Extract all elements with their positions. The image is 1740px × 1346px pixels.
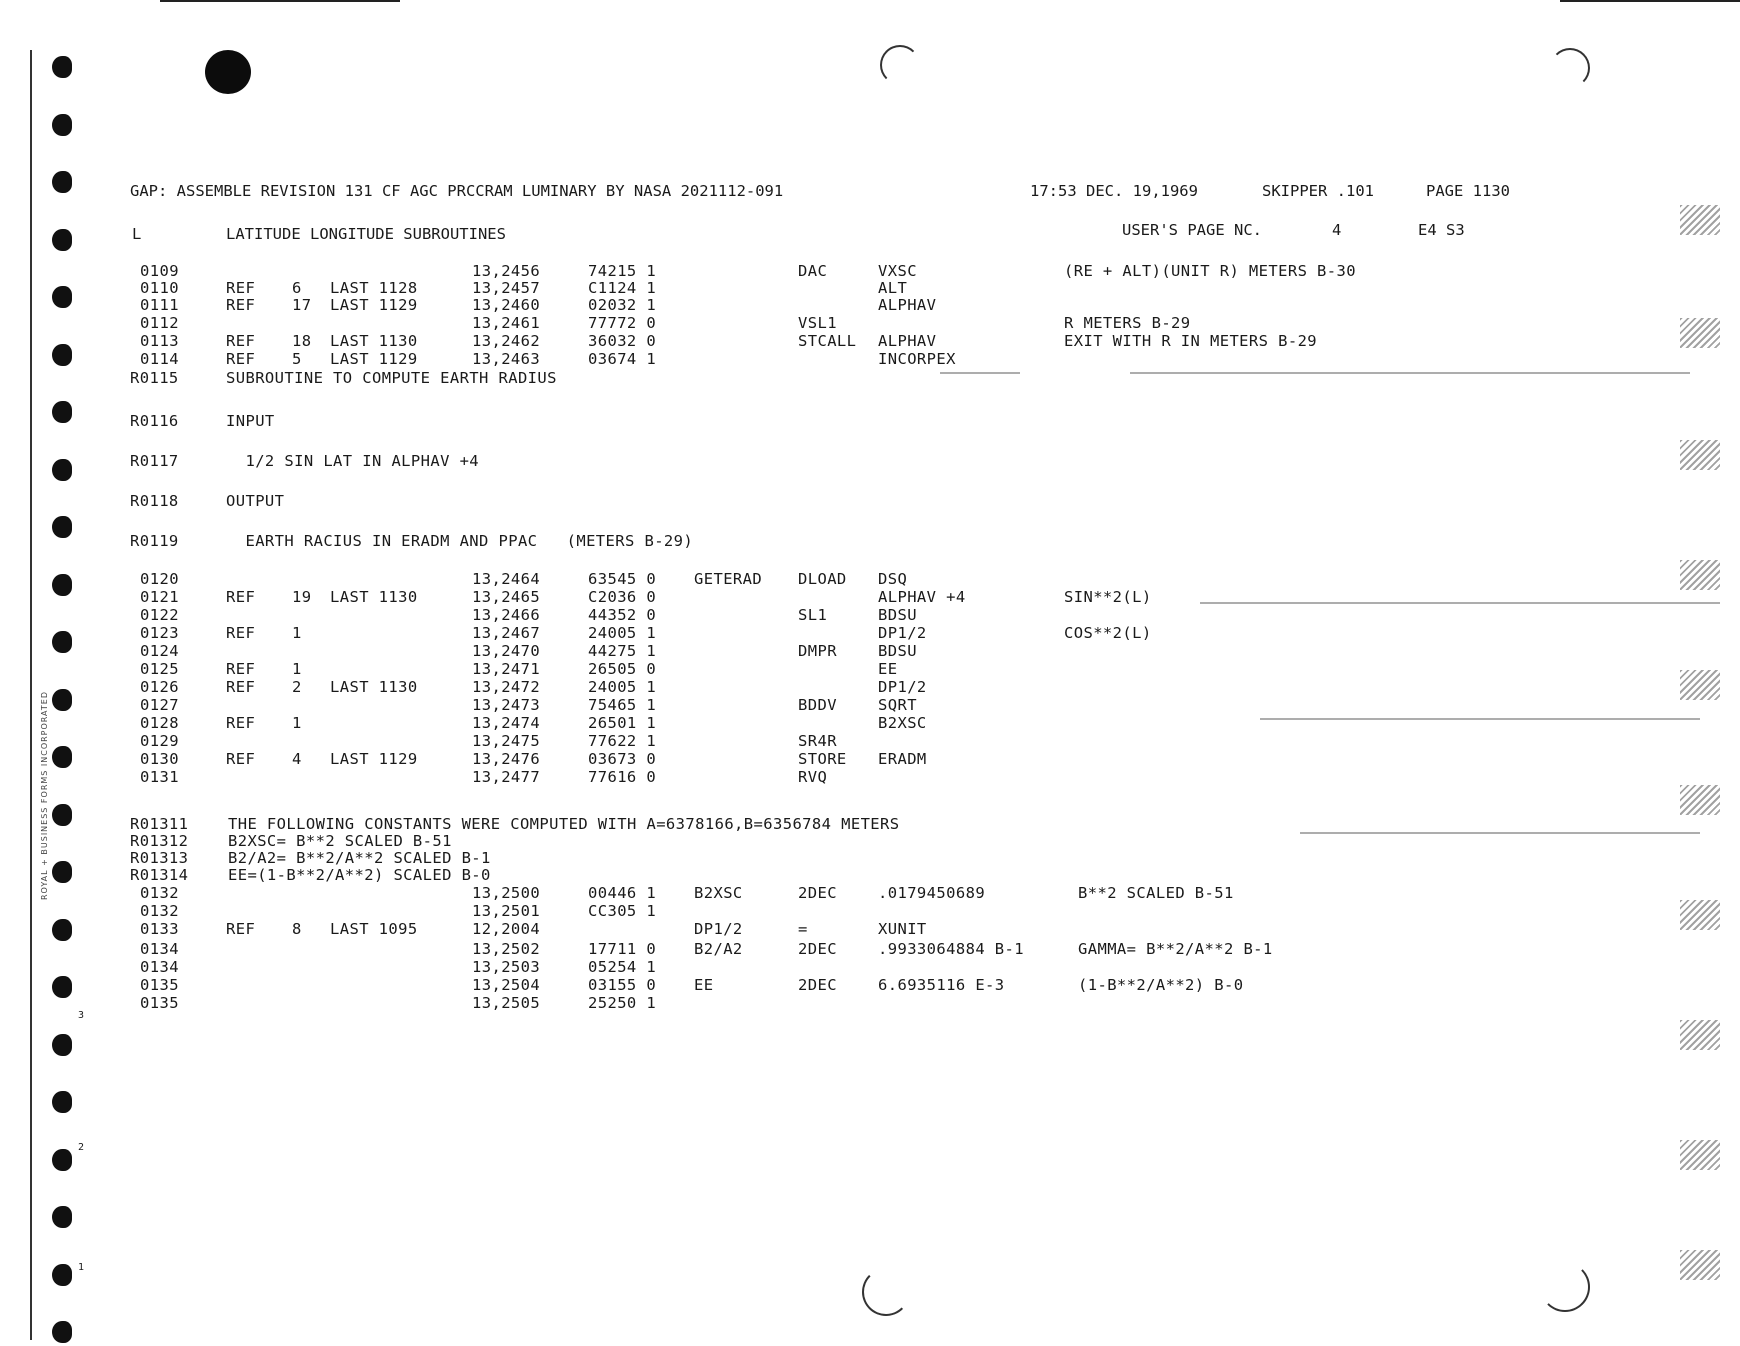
listing-word: 03673 0 bbox=[588, 750, 657, 768]
listing-comment: GAMMA= B**2/A**2 B-1 bbox=[1078, 940, 1273, 958]
listing-op: DMPR bbox=[798, 642, 837, 660]
listing-refn: 17 bbox=[292, 296, 312, 314]
remark-text: THE FOLLOWING CONSTANTS WERE COMPUTED WITH A=6378166,B=6356784 METERS bbox=[228, 815, 900, 833]
listing-operand: SQRT bbox=[878, 696, 917, 714]
listing-addr: 13,2462 bbox=[472, 332, 541, 350]
listing-comment: B**2 SCALED B-51 bbox=[1078, 884, 1234, 902]
listing-operand: DP1/2 bbox=[878, 624, 927, 642]
listing-ref: REF bbox=[226, 624, 256, 642]
header-skipper: SKIPPER .101 bbox=[1262, 182, 1374, 200]
listing-line: 0130 bbox=[140, 750, 179, 768]
listing-operand: ALPHAV +4 bbox=[878, 588, 966, 606]
listing-op: = bbox=[798, 920, 808, 938]
tractor-feed-holes bbox=[0, 0, 120, 1346]
listing-addr: 13,2500 bbox=[472, 884, 541, 902]
listing-label: GETERAD bbox=[694, 570, 763, 588]
listing-word: C2036 0 bbox=[588, 588, 657, 606]
listing-operand: .0179450689 bbox=[878, 884, 986, 902]
listing-refn: 5 bbox=[292, 350, 302, 368]
binder-arc-3 bbox=[862, 1268, 910, 1316]
listing-line: 0134 bbox=[140, 940, 179, 958]
listing-word: 24005 1 bbox=[588, 624, 657, 642]
listing-op: SL1 bbox=[798, 606, 828, 624]
margin-mark bbox=[1680, 560, 1720, 590]
feed-hole-icon bbox=[52, 114, 72, 136]
listing-op: RVQ bbox=[798, 768, 828, 786]
listing-word: 00446 1 bbox=[588, 884, 657, 902]
listing-addr: 13,2476 bbox=[472, 750, 541, 768]
listing-op: STCALL bbox=[798, 332, 857, 350]
listing-operand: BDSU bbox=[878, 606, 917, 624]
feed-hole-icon bbox=[52, 229, 72, 251]
margin-mark bbox=[1680, 1140, 1720, 1170]
listing-addr: 13,2504 bbox=[472, 976, 541, 994]
smudge bbox=[1200, 602, 1720, 604]
remark-line-number: R01313 bbox=[130, 849, 189, 867]
listing-line: 0111 bbox=[140, 296, 179, 314]
listing-comment: SIN**2(L) bbox=[1064, 588, 1152, 606]
listing-operand: EE bbox=[878, 660, 898, 678]
listing-operand: BDSU bbox=[878, 642, 917, 660]
remark-text: B2/A2= B**2/A**2 SCALED B-1 bbox=[228, 849, 491, 867]
listing-line: 0125 bbox=[140, 660, 179, 678]
listing-label: B2XSC bbox=[694, 884, 743, 902]
listing-line: 0131 bbox=[140, 768, 179, 786]
listing-comment: (RE + ALT)(UNIT R) METERS B-30 bbox=[1064, 262, 1356, 280]
listing-line: 0135 bbox=[140, 976, 179, 994]
listing-word: 05254 1 bbox=[588, 958, 657, 976]
listing-operand: ERADM bbox=[878, 750, 927, 768]
listing-line: 0114 bbox=[140, 350, 179, 368]
feed-hole-icon bbox=[52, 286, 72, 308]
listing-ref: REF bbox=[226, 296, 256, 314]
binder-arc-4 bbox=[1540, 1262, 1590, 1312]
listing-word: 77772 0 bbox=[588, 314, 657, 332]
listing-line: 0128 bbox=[140, 714, 179, 732]
listing-word: 75465 1 bbox=[588, 696, 657, 714]
remark-line-number: R0115 bbox=[130, 369, 179, 387]
margin-mark bbox=[1680, 318, 1720, 348]
feed-hole-icon bbox=[52, 1264, 72, 1286]
listing-addr: 13,2503 bbox=[472, 958, 541, 976]
binder-hole-mark bbox=[205, 50, 251, 94]
listing-addr: 13,2475 bbox=[472, 732, 541, 750]
listing-last: LAST 1130 bbox=[330, 588, 418, 606]
listing-line: 0132 bbox=[140, 884, 179, 902]
listing-refn: 8 bbox=[292, 920, 302, 938]
listing-refn: 19 bbox=[292, 588, 312, 606]
listing-word: CC305 1 bbox=[588, 902, 657, 920]
listing-line: 0124 bbox=[140, 642, 179, 660]
feed-hole-icon bbox=[52, 401, 72, 423]
listing-line: 0120 bbox=[140, 570, 179, 588]
listing-operand: .9933064884 B-1 bbox=[878, 940, 1024, 958]
listing-ref: REF bbox=[226, 714, 256, 732]
listing-ref: REF bbox=[226, 279, 256, 297]
remark-text: EE=(1-B**2/A**2) SCALED B-0 bbox=[228, 866, 491, 884]
listing-op: BDDV bbox=[798, 696, 837, 714]
listing-word: 74215 1 bbox=[588, 262, 657, 280]
section-title: LATITUDE LONGITUDE SUBROUTINES bbox=[226, 225, 506, 243]
listing-operand: INCORPEX bbox=[878, 350, 956, 368]
listing-refn: 2 bbox=[292, 678, 302, 696]
top-rule-right bbox=[1560, 0, 1740, 2]
listing-addr: 13,2456 bbox=[472, 262, 541, 280]
top-rule-left bbox=[160, 0, 400, 2]
feed-hole-icon bbox=[52, 1321, 72, 1343]
remark-text: SUBROUTINE TO COMPUTE EARTH RADIUS bbox=[226, 369, 557, 387]
feed-hole-icon bbox=[52, 1091, 72, 1113]
listing-comment: COS**2(L) bbox=[1064, 624, 1152, 642]
smudge bbox=[1260, 718, 1700, 720]
feed-hole-icon bbox=[52, 56, 72, 78]
users-page-label: USER'S PAGE NC. bbox=[1122, 221, 1262, 239]
margin-number-2: 2 bbox=[78, 1142, 85, 1153]
remark-line-number: R0117 bbox=[130, 452, 179, 470]
listing-operand: ALPHAV bbox=[878, 332, 937, 350]
feed-hole-icon bbox=[52, 976, 72, 998]
remark-line-number: R0119 bbox=[130, 532, 179, 550]
listing-last: LAST 1129 bbox=[330, 296, 418, 314]
listing-label: B2/A2 bbox=[694, 940, 743, 958]
listing-ref: REF bbox=[226, 660, 256, 678]
listing-word: 25250 1 bbox=[588, 994, 657, 1012]
margin-mark bbox=[1680, 205, 1720, 235]
header-page: PAGE 1130 bbox=[1426, 182, 1510, 200]
listing-addr: 13,2461 bbox=[472, 314, 541, 332]
remark-text: 1/2 SIN LAT IN ALPHAV +4 bbox=[226, 452, 480, 470]
listing-refn: 4 bbox=[292, 750, 302, 768]
listing-ref: REF bbox=[226, 678, 256, 696]
listing-op: DAC bbox=[798, 262, 828, 280]
listing-ref: REF bbox=[226, 750, 256, 768]
margin-mark bbox=[1680, 1020, 1720, 1050]
listing-addr: 13,2460 bbox=[472, 296, 541, 314]
listing-line: 0112 bbox=[140, 314, 179, 332]
listing-addr: 13,2501 bbox=[472, 902, 541, 920]
listing-line: 0135 bbox=[140, 994, 179, 1012]
listing-line: 0123 bbox=[140, 624, 179, 642]
listing-comment: (1-B**2/A**2) B-0 bbox=[1078, 976, 1244, 994]
feed-hole-icon bbox=[52, 459, 72, 481]
margin-imprint: ROYAL + BUSINESS FORMS INCORPORATED bbox=[40, 691, 49, 900]
listing-line: 0126 bbox=[140, 678, 179, 696]
listing-last: LAST 1128 bbox=[330, 279, 418, 297]
listing-last: LAST 1130 bbox=[330, 332, 418, 350]
listing-addr: 13,2464 bbox=[472, 570, 541, 588]
listing-line: 0132 bbox=[140, 902, 179, 920]
remark-text: EARTH RACIUS IN ERADM AND PPAC (METERS B-29) bbox=[226, 532, 694, 550]
listing-ref: REF bbox=[226, 920, 256, 938]
listing-word: 17711 0 bbox=[588, 940, 657, 958]
listing-line: 0110 bbox=[140, 279, 179, 297]
listing-op: 2DEC bbox=[798, 976, 837, 994]
listing-operand: B2XSC bbox=[878, 714, 927, 732]
listing-op: 2DEC bbox=[798, 884, 837, 902]
listing-line: 0133 bbox=[140, 920, 179, 938]
listing-refn: 18 bbox=[292, 332, 312, 350]
remark-text: B2XSC= B**2 SCALED B-51 bbox=[228, 832, 452, 850]
margin-mark bbox=[1680, 440, 1720, 470]
listing-addr: 13,2472 bbox=[472, 678, 541, 696]
listing-word: 24005 1 bbox=[588, 678, 657, 696]
listing-line: 0109 bbox=[140, 262, 179, 280]
margin-mark bbox=[1680, 670, 1720, 700]
listing-refn: 6 bbox=[292, 279, 302, 297]
listing-line: 0129 bbox=[140, 732, 179, 750]
listing-addr: 13,2463 bbox=[472, 350, 541, 368]
listing-label: EE bbox=[694, 976, 714, 994]
feed-hole-icon bbox=[52, 1149, 72, 1171]
listing-addr: 13,2502 bbox=[472, 940, 541, 958]
listing-word: 03674 1 bbox=[588, 350, 657, 368]
listing-comment: EXIT WITH R IN METERS B-29 bbox=[1064, 332, 1318, 350]
listing-operand: 6.6935116 E-3 bbox=[878, 976, 1005, 994]
listing-comment: R METERS B-29 bbox=[1064, 314, 1191, 332]
listing-addr: 12,2004 bbox=[472, 920, 541, 938]
smudge bbox=[940, 372, 1020, 374]
listing-line: 0121 bbox=[140, 588, 179, 606]
listing-ref: REF bbox=[226, 350, 256, 368]
listing-label: DP1/2 bbox=[694, 920, 743, 938]
listing-operand: DSQ bbox=[878, 570, 908, 588]
listing-word: 03155 0 bbox=[588, 976, 657, 994]
remark-line-number: R01314 bbox=[130, 866, 189, 884]
listing-op: 2DEC bbox=[798, 940, 837, 958]
listing-word: 77616 0 bbox=[588, 768, 657, 786]
listing-op: DLOAD bbox=[798, 570, 847, 588]
listing-refn: 1 bbox=[292, 660, 302, 678]
listing-addr: 13,2457 bbox=[472, 279, 541, 297]
listing-word: 36032 0 bbox=[588, 332, 657, 350]
feed-hole-icon bbox=[52, 1206, 72, 1228]
listing-last: LAST 1129 bbox=[330, 750, 418, 768]
listing-addr: 13,2467 bbox=[472, 624, 541, 642]
feed-hole-icon bbox=[52, 919, 72, 941]
remark-line-number: R0116 bbox=[130, 412, 179, 430]
listing-word: C1124 1 bbox=[588, 279, 657, 297]
listing-word: 26501 1 bbox=[588, 714, 657, 732]
listing-line: 0127 bbox=[140, 696, 179, 714]
margin-number-3: 3 bbox=[78, 1010, 85, 1021]
remark-text: OUTPUT bbox=[226, 492, 285, 510]
listing-word: 02032 1 bbox=[588, 296, 657, 314]
listing-line: 0113 bbox=[140, 332, 179, 350]
margin-mark bbox=[1680, 1250, 1720, 1280]
listing-last: LAST 1095 bbox=[330, 920, 418, 938]
listing-last: LAST 1129 bbox=[330, 350, 418, 368]
listing-operand: ALT bbox=[878, 279, 908, 297]
smudge bbox=[1300, 832, 1700, 834]
listing-operand: XUNIT bbox=[878, 920, 927, 938]
listing-ref: REF bbox=[226, 588, 256, 606]
users-page-number: 4 bbox=[1332, 221, 1342, 239]
header-timestamp: 17:53 DEC. 19,1969 bbox=[1030, 182, 1198, 200]
listing-line: 0122 bbox=[140, 606, 179, 624]
listing-operand: DP1/2 bbox=[878, 678, 927, 696]
listing-word: 44275 1 bbox=[588, 642, 657, 660]
binder-arc-2 bbox=[1550, 48, 1590, 88]
listing-op: STORE bbox=[798, 750, 847, 768]
remark-text: INPUT bbox=[226, 412, 275, 430]
listing-addr: 13,2474 bbox=[472, 714, 541, 732]
listing-refn: 1 bbox=[292, 624, 302, 642]
listing-word: 26505 0 bbox=[588, 660, 657, 678]
remark-line-number: R0118 bbox=[130, 492, 179, 510]
listing-refn: 1 bbox=[292, 714, 302, 732]
listing-addr: 13,2466 bbox=[472, 606, 541, 624]
listing-last: LAST 1130 bbox=[330, 678, 418, 696]
smudge bbox=[1130, 372, 1690, 374]
feed-hole-icon bbox=[52, 1034, 72, 1056]
margin-mark bbox=[1680, 900, 1720, 930]
margin-number-1: 1 bbox=[78, 1262, 85, 1273]
listing-word: 77622 1 bbox=[588, 732, 657, 750]
listing-addr: 13,2465 bbox=[472, 588, 541, 606]
remark-line-number: R01312 bbox=[130, 832, 189, 850]
listing-addr: 13,2470 bbox=[472, 642, 541, 660]
listing-operand: VXSC bbox=[878, 262, 917, 280]
feed-hole-icon bbox=[52, 171, 72, 193]
listing-operand: ALPHAV bbox=[878, 296, 937, 314]
listing-addr: 13,2473 bbox=[472, 696, 541, 714]
listing-word: 44352 0 bbox=[588, 606, 657, 624]
listing-addr: 13,2471 bbox=[472, 660, 541, 678]
listing-addr: 13,2477 bbox=[472, 768, 541, 786]
binder-arc-1 bbox=[880, 45, 920, 85]
listing-addr: 13,2505 bbox=[472, 994, 541, 1012]
listing-op: VSL1 bbox=[798, 314, 837, 332]
page-code: E4 S3 bbox=[1418, 221, 1465, 239]
subheader-marker: L bbox=[132, 225, 142, 243]
remark-line-number: R01311 bbox=[130, 815, 189, 833]
feed-hole-icon bbox=[52, 344, 72, 366]
margin-mark bbox=[1680, 785, 1720, 815]
listing-op: SR4R bbox=[798, 732, 837, 750]
listing-line: 0134 bbox=[140, 958, 179, 976]
program-header: GAP: ASSEMBLE REVISION 131 CF AGC PRCCRAM LUMINARY BY NASA 2021112-091 bbox=[130, 182, 784, 200]
listing-word: 63545 0 bbox=[588, 570, 657, 588]
listing-ref: REF bbox=[226, 332, 256, 350]
